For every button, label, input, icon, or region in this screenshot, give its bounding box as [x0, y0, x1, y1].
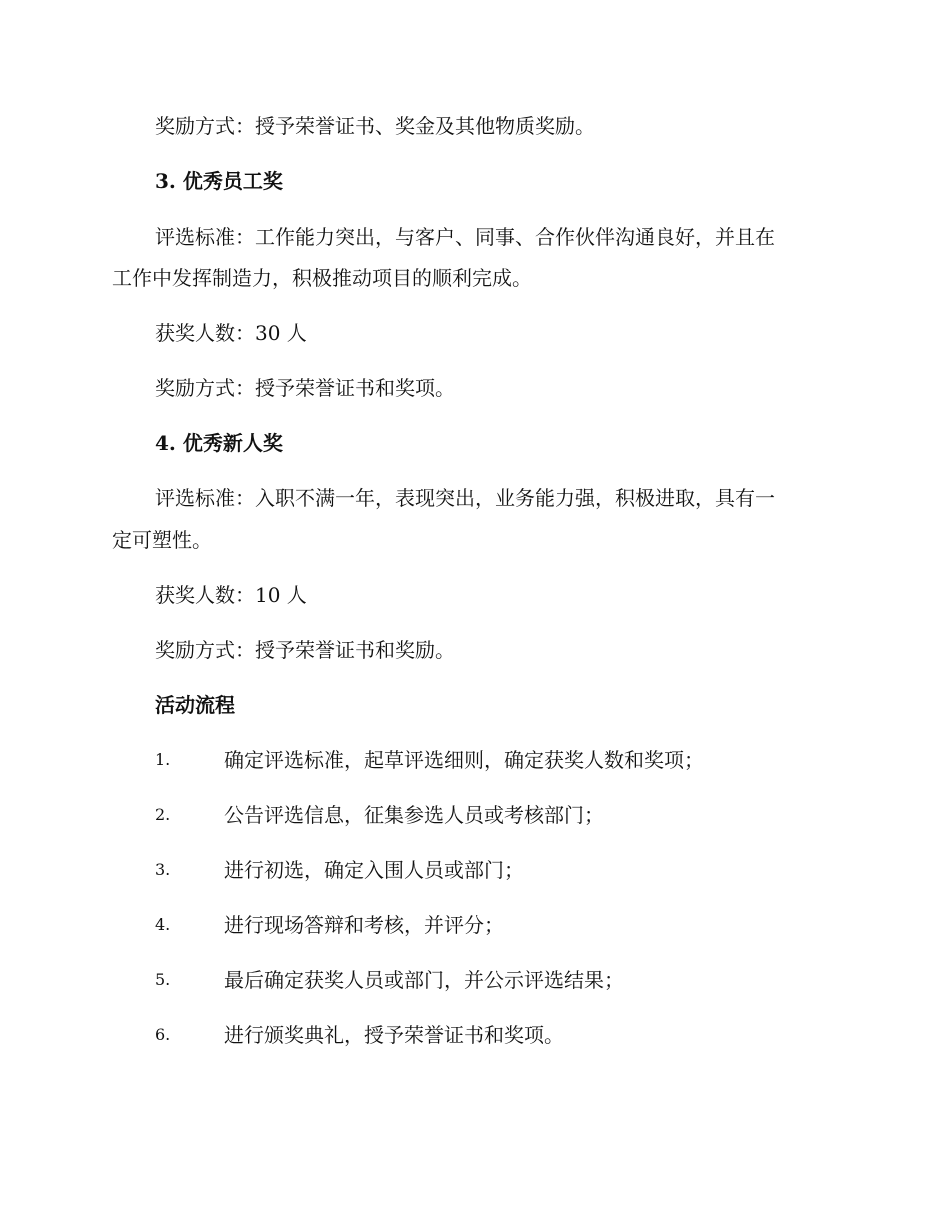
award-3-winners: 获奖人数：30 人 — [155, 321, 307, 345]
award-3-heading: 3. 优秀员工奖 — [155, 169, 283, 193]
reward-method-text: 奖励方式：授予荣誉证书、奖金及其他物质奖励。 — [155, 114, 595, 138]
award-3-method: 奖励方式：授予荣誉证书和奖项。 — [155, 376, 455, 400]
list-item-number: 5. — [155, 970, 171, 989]
list-item-text: 确定评选标准，起草评选细则，确定获奖人数和奖项； — [224, 748, 704, 772]
list-item-text: 进行现场答辩和考核，并评分； — [224, 913, 504, 937]
list-item-text: 进行初选，确定入围人员或部门； — [224, 858, 524, 882]
list-item-number: 6. — [155, 1025, 171, 1044]
list-item-text: 最后确定获奖人员或部门，并公示评选结果； — [224, 968, 624, 992]
list-item-number: 2. — [155, 805, 171, 824]
list-item-number: 4. — [155, 915, 171, 934]
award-4-criteria-line-2: 定可塑性。 — [112, 528, 212, 552]
list-item-number: 3. — [155, 860, 171, 879]
award-4-method: 奖励方式：授予荣誉证书和奖励。 — [155, 638, 455, 662]
award-4-criteria-line-1: 评选标准：入职不满一年，表现突出，业务能力强，积极进取，具有一 — [155, 486, 775, 510]
list-item-number: 1. — [155, 750, 171, 769]
list-item-text: 进行颁奖典礼，授予荣誉证书和奖项。 — [224, 1023, 564, 1047]
process-heading: 活动流程 — [155, 693, 235, 717]
award-3-criteria-line-1: 评选标准：工作能力突出，与客户、同事、合作伙伴沟通良好，并且在 — [155, 225, 775, 249]
list-item-text: 公告评选信息，征集参选人员或考核部门； — [224, 803, 604, 827]
award-3-criteria-line-2: 工作中发挥制造力，积极推动项目的顺利完成。 — [112, 266, 532, 290]
award-4-winners: 获奖人数：10 人 — [155, 583, 307, 607]
award-4-heading: 4. 优秀新人奖 — [155, 431, 283, 455]
